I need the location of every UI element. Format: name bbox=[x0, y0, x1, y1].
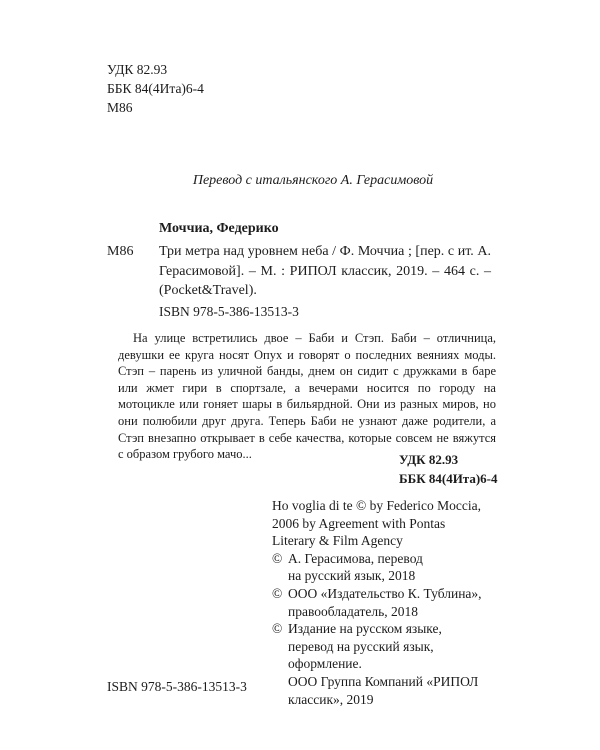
udk-code: УДК 82.93 bbox=[107, 62, 168, 77]
copyright-entry-line: перевод на русский язык, bbox=[288, 638, 434, 654]
copyright-entry-translation bbox=[272, 550, 496, 585]
udk-code-bold: УДК 82.93 bbox=[399, 452, 459, 467]
copyright-entry-rights-holder bbox=[272, 585, 496, 620]
translator-note: Перевод с итальянского А. Герасимовой bbox=[192, 173, 434, 188]
classification-bold-block bbox=[399, 450, 498, 488]
author-heading: Моччиа, Федерико bbox=[159, 221, 279, 236]
copyright-entry-line: на русский язык, 2018 bbox=[288, 568, 416, 584]
copyright-original-line: 2006 by Agreement with Pontas bbox=[272, 515, 446, 531]
bibliographic-description: Три метра над уровнем неба / Ф. Моччиа ; [пер. с ит. А. Герасимовой]. – М. : РИПОЛ классик, 2019. – 464 с. – (Pocket&Travel). bbox=[159, 244, 491, 298]
copyright-mark: © bbox=[272, 550, 283, 566]
classification-block bbox=[107, 60, 204, 117]
copyright-entry-line: правообладатель, 2018 bbox=[288, 603, 419, 619]
copyright-entry-line: Издание на русском языке, bbox=[288, 621, 442, 637]
author-code: М86 bbox=[107, 100, 133, 115]
bbk-code: ББК 84(4Ита)6-4 bbox=[107, 81, 204, 96]
bbk-code-bold: ББК 84(4Ита)6-4 bbox=[399, 471, 498, 486]
copyright-entry-line: оформление. bbox=[288, 656, 362, 672]
copyright-entry-line: А. Герасимова, перевод bbox=[288, 550, 423, 566]
copyright-original-line: Literary & Film Agency bbox=[272, 533, 403, 549]
isbn-bottom: ISBN 978-5-386-13513-3 bbox=[107, 679, 247, 694]
catalog-isbn: ISBN 978-5-386-13513-3 bbox=[159, 304, 299, 319]
copyright-entry-line: классик», 2019 bbox=[288, 691, 374, 707]
copyright-entry-edition bbox=[272, 620, 496, 708]
catalog-author-code: М86 bbox=[107, 244, 134, 259]
copyright-mark: © bbox=[272, 621, 283, 637]
copyright-entry-line: ООО Группа Компаний «РИПОЛ bbox=[288, 673, 479, 689]
copyright-original-line: Ho voglia di te © by Federico Moccia, bbox=[272, 498, 481, 513]
annotation-text: На улице встретились двое – Баби и Стэп. Баби – отличница, девушки ее круга носят Опух и говорят о последних веяниях моды. Стэп – парень из уличной банды, днем он сидит с дружками в баре или жмет гири в спортзале, а вечерами носится по городу на мотоцикле или гоняет шары в бильярдной. Они из разных миров, но они полюбили друг друга. Теперь Баби не узнают даже родители, а Стэп внезапно открывает в себе качества, которые совсем не вяжутся с образом грубого мачо... bbox=[118, 331, 496, 462]
copyright-mark: © bbox=[272, 585, 283, 601]
copyright-entry-line: ООО «Издательство К. Тублина», bbox=[288, 585, 482, 601]
copyright-block bbox=[272, 497, 496, 708]
